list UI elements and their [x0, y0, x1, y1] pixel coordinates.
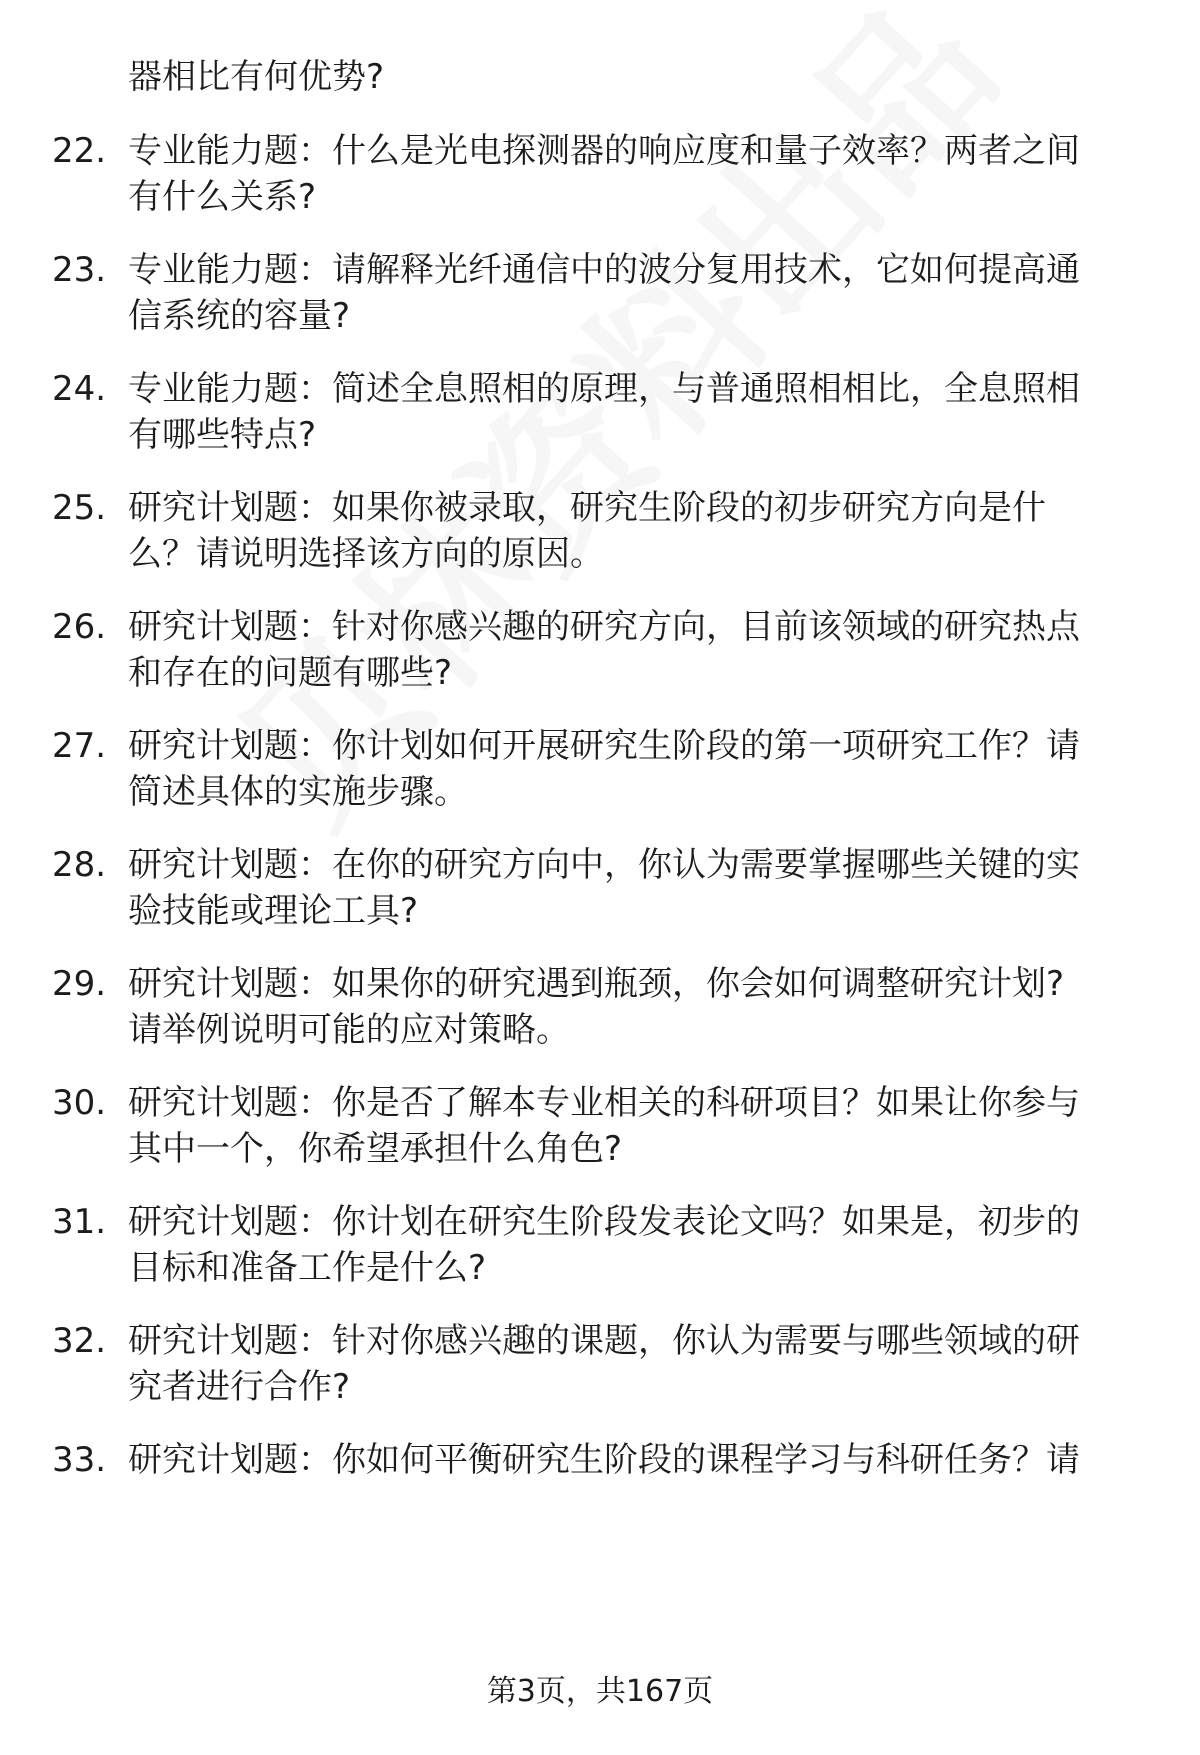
question-number: 25. [52, 488, 107, 528]
question-number: 22. [52, 131, 107, 171]
question-number: 28. [52, 845, 107, 885]
question-line: 简述具体的实施步骤。 [128, 772, 468, 812]
question-line: 其中一个，你希望承担什么角色? [128, 1129, 623, 1169]
question-number: 27. [52, 726, 107, 766]
question-line: 研究计划题：你计划如何开展研究生阶段的第一项研究工作？请 [128, 726, 1080, 766]
question-line: 专业能力题：请解释光纤通信中的波分复用技术，它如何提高通 [128, 250, 1080, 290]
page-number-footer: 第3页，共167页 [486, 1674, 714, 1709]
question-line: 和存在的问题有哪些? [128, 653, 453, 693]
question-number: 30. [52, 1083, 107, 1123]
question-number: 29. [52, 964, 107, 1004]
question-line: 研究计划题：如果你的研究遇到瓶颈，你会如何调整研究计划? [128, 964, 1065, 1004]
question-number: 31. [52, 1202, 107, 1242]
question-number: 23. [52, 250, 107, 290]
question-line: 专业能力题：什么是光电探测器的响应度和量子效率？两者之间 [128, 131, 1080, 171]
question-line: 目标和准备工作是什么? [128, 1248, 487, 1288]
question-number: 26. [52, 607, 107, 647]
question-line: 请举例说明可能的应对策略。 [128, 1010, 570, 1050]
question-line: 研究计划题：在你的研究方向中，你认为需要掌握哪些关键的实 [128, 845, 1080, 885]
question-line: 研究计划题：针对你感兴趣的课题，你认为需要与哪些领域的研 [128, 1321, 1080, 1361]
question-line: 有什么关系? [128, 177, 317, 217]
question-line: 器相比有何优势? [128, 57, 385, 97]
question-line: 研究计划题：你是否了解本专业相关的科研项目？如果让你参与 [128, 1083, 1080, 1123]
question-line: 么？请说明选择该方向的原因。 [128, 534, 604, 574]
question-line: 信系统的容量? [128, 296, 351, 336]
question-number: 24. [52, 369, 107, 409]
question-line: 验技能或理论工具? [128, 891, 419, 931]
question-line: 研究计划题：你计划在研究生阶段发表论文吗？如果是，初步的 [128, 1202, 1080, 1242]
question-line: 研究计划题：针对你感兴趣的研究方向，目前该领域的研究热点 [128, 607, 1080, 647]
question-line: 有哪些特点? [128, 415, 317, 455]
question-line: 专业能力题：简述全息照相的原理，与普通照相相比，全息照相 [128, 369, 1080, 409]
question-line: 究者进行合作? [128, 1367, 351, 1407]
question-number: 32. [52, 1321, 107, 1361]
question-number: 33. [52, 1440, 107, 1480]
question-line: 研究计划题：你如何平衡研究生阶段的课程学习与科研任务？请 [128, 1440, 1080, 1480]
question-line: 研究计划题：如果你被录取，研究生阶段的初步研究方向是什 [128, 488, 1046, 528]
